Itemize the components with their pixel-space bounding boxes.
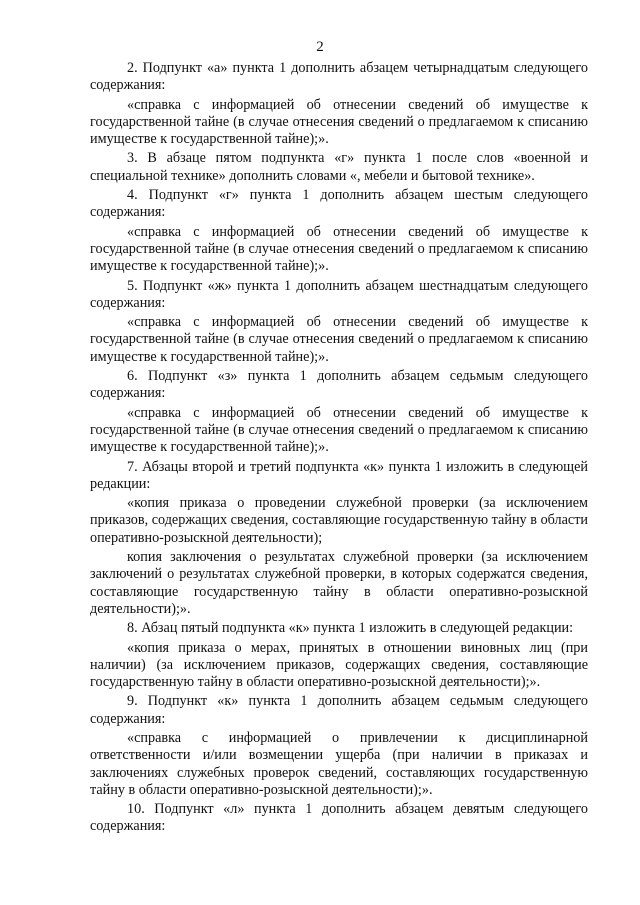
document-body xyxy=(90,60,588,838)
paragraph: 8. Абзац пятый подпункта «к» пункта 1 изложить в следующей редакции: xyxy=(127,620,574,637)
paragraph: 6. Подпункт «з» пункта 1 дополнить абзацем седьмым следующего содержания: xyxy=(90,368,588,402)
paragraph: 9. Подпункт «к» пункта 1 дополнить абзацем седьмым следующего содержания: xyxy=(90,693,588,727)
paragraph: 2. Подпункт «а» пункта 1 дополнить абзацем четырнадцатым следующего содержания: xyxy=(90,60,588,94)
paragraph: «справка с информацией об отнесении сведений об имуществе к государственной тайне (в случае отнесения сведений о предлагаемом к списанию имуществе к государственной тайне);». xyxy=(90,314,588,365)
paragraph: 7. Абзацы второй и третий подпункта «к» пункта 1 изложить в следующей редакции: xyxy=(90,458,588,492)
paragraph: 5. Подпункт «ж» пункта 1 дополнить абзацем шестнадцатым следующего содержания: xyxy=(90,277,588,311)
paragraph: «копия приказа о мерах, принятых в отношении виновных лиц (при наличии) (за исключением приказов, содержащих сведения, составляющие государственную тайну в области оперативно-розыскной деятельности);». xyxy=(90,639,588,691)
page-number: 2 xyxy=(316,39,324,55)
paragraph: 3. В абзаце пятом подпункта «г» пункта 1 после слов «военной и специальной технике» дополнить словами «, мебели и бытовой технике». xyxy=(90,150,588,184)
paragraph: «справка с информацией об отнесении сведений об имуществе к государственной тайне (в случае отнесения сведений о предлагаемом к списанию имуществе к государственной тайне);». xyxy=(90,404,588,456)
paragraph: «справка с информацией об отнесении сведений об имуществе к государственной тайне (в случае отнесения сведений о предлагаемом к списанию имуществе к государственной тайне);». xyxy=(90,96,588,148)
paragraph: «справка с информацией об отнесении сведений об имуществе к государственной тайне (в случае отнесения сведений о предлагаемом к списанию имуществе к государственной тайне);». xyxy=(90,223,588,275)
paragraph: 10. Подпункт «л» пункта 1 дополнить абзацем девятым следующего содержания: xyxy=(90,801,588,835)
paragraph: 4. Подпункт «г» пункта 1 дополнить абзацем шестым следующего содержания: xyxy=(90,187,588,221)
paragraph: «справка с информацией о привлечении к дисциплинарной ответственности и/или возмещении ущерба (при наличии в приказах и заключениях служебных проверок сведений, составляющих государственную тайну в области оперативно-розыскной деятельности);». xyxy=(90,729,588,798)
paragraph: «копия приказа о проведении служебной проверки (за исключением приказов, содержащих сведения, составляющие государственную тайну в области оперативно-розыскной деятельности); xyxy=(90,495,588,546)
paragraph: копия заключения о результатах служебной проверки (за исключением заключений о результатах служебной проверки, в которых содержатся сведения, составляющие государственную тайну в области оперативно-розыскной деятельности);». xyxy=(90,549,588,617)
